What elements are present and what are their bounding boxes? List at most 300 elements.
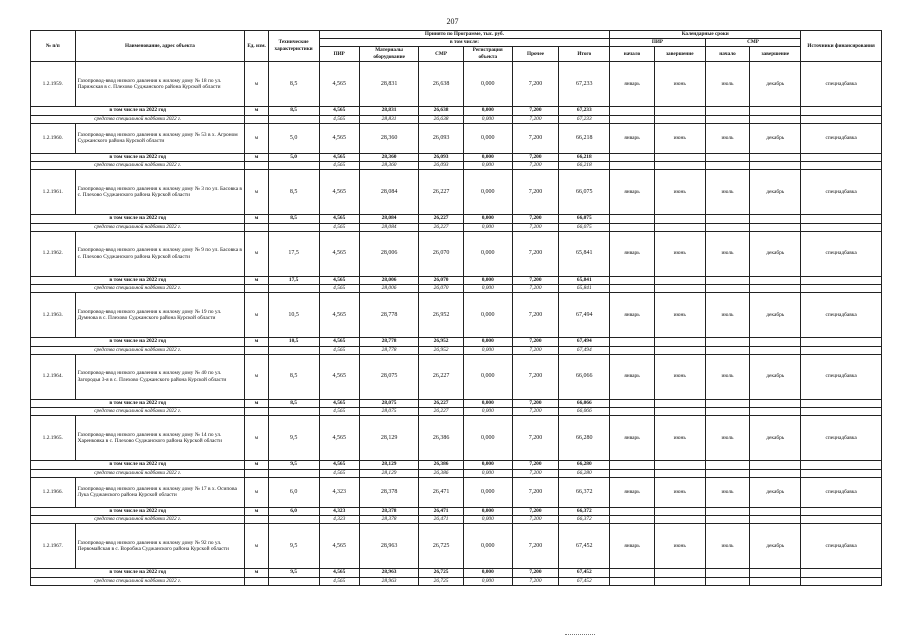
special-reg: 0,000 bbox=[463, 162, 512, 170]
subtotal-empty bbox=[705, 399, 750, 408]
special-empty bbox=[610, 162, 655, 170]
value-reg: 0,000 bbox=[463, 524, 512, 569]
value-smr: 26,070 bbox=[419, 231, 464, 276]
subtotal-unit: м bbox=[245, 153, 268, 162]
special-empty bbox=[750, 285, 801, 293]
subtotal-total: 66,372 bbox=[559, 507, 610, 516]
row-id: 1.2.1963. bbox=[31, 293, 76, 338]
value-pir: 4,565 bbox=[319, 62, 359, 107]
value-other: 7,200 bbox=[512, 354, 559, 399]
special-empty bbox=[750, 346, 801, 354]
subtotal-empty bbox=[705, 215, 750, 224]
subtotal-row bbox=[31, 276, 882, 285]
subtotal-empty bbox=[610, 276, 655, 285]
row-id: 1.2.1964. bbox=[31, 354, 76, 399]
special-other: 7,200 bbox=[512, 408, 559, 416]
header-accepted: Принято по Программе, тыс. руб. bbox=[319, 31, 610, 39]
value-reg: 0,000 bbox=[463, 477, 512, 507]
subtotal-tech: 8,5 bbox=[268, 215, 319, 224]
special-other: 7,200 bbox=[512, 285, 559, 293]
source-cell: спецнадбавка bbox=[801, 293, 882, 338]
object-name: Газопровод-ввод низкого давления к жилому дому № 3 по ул. Басовка в с. Плехово Суджанского района Курской области bbox=[75, 170, 245, 215]
value-other: 7,200 bbox=[512, 123, 559, 153]
value-total: 66,075 bbox=[559, 170, 610, 215]
subtotal-empty bbox=[801, 569, 882, 578]
special-empty bbox=[268, 469, 319, 477]
value-pir: 4,565 bbox=[319, 123, 359, 153]
special-total: 66,218 bbox=[559, 162, 610, 170]
smr-start-cell: июль bbox=[705, 416, 750, 461]
special-smr: 26,386 bbox=[419, 469, 464, 477]
value-total: 67,233 bbox=[559, 62, 610, 107]
subtotal-pir: 4,565 bbox=[319, 569, 359, 578]
special-allowance-row bbox=[31, 223, 882, 231]
special-other: 7,200 bbox=[512, 577, 559, 585]
value-smr: 26,725 bbox=[419, 524, 464, 569]
subtotal-empty bbox=[801, 107, 882, 116]
subtotal-total: 67,233 bbox=[559, 107, 610, 116]
value-mat: 28,129 bbox=[359, 416, 418, 461]
subtotal-total: 67,452 bbox=[559, 569, 610, 578]
table-header bbox=[31, 31, 882, 62]
subtotal-reg: 0,000 bbox=[463, 107, 512, 116]
smr-start-cell: июль bbox=[705, 293, 750, 338]
special-smr: 26,070 bbox=[419, 285, 464, 293]
subtotal-mat: 28,778 bbox=[359, 338, 418, 347]
special-empty bbox=[750, 223, 801, 231]
special-empty bbox=[610, 516, 655, 524]
smr-start-cell: июль bbox=[705, 170, 750, 215]
special-allowance-label: средства специальной надбавки 2022 г. bbox=[31, 577, 245, 585]
pir-end-cell: июнь bbox=[654, 477, 705, 507]
subtotal-reg: 0,000 bbox=[463, 153, 512, 162]
special-empty bbox=[245, 408, 268, 416]
special-pir: 4,565 bbox=[319, 346, 359, 354]
special-empty bbox=[654, 408, 705, 416]
subtotal-mat: 28,963 bbox=[359, 569, 418, 578]
subtotal-empty bbox=[654, 338, 705, 347]
header-source: Источники финансирования bbox=[801, 31, 882, 62]
special-allowance-row bbox=[31, 516, 882, 524]
subtotal-empty bbox=[750, 338, 801, 347]
subtotal-reg: 0,000 bbox=[463, 338, 512, 347]
smr-end-cell: декабрь bbox=[750, 354, 801, 399]
subtotal-pir: 4,565 bbox=[319, 215, 359, 224]
special-empty bbox=[654, 469, 705, 477]
subtotal-empty bbox=[705, 153, 750, 162]
subtotal-tech: 8,5 bbox=[268, 399, 319, 408]
value-smr: 26,227 bbox=[419, 170, 464, 215]
row-id: 1.2.1967. bbox=[31, 524, 76, 569]
subtotal-empty bbox=[654, 215, 705, 224]
value-pir: 4,565 bbox=[319, 354, 359, 399]
special-total: 65,841 bbox=[559, 285, 610, 293]
smr-end-cell: декабрь bbox=[750, 293, 801, 338]
subtotal-total: 67,494 bbox=[559, 338, 610, 347]
subtotal-pir: 4,565 bbox=[319, 107, 359, 116]
subtotal-smr: 26,093 bbox=[419, 153, 464, 162]
subtotal-label: в том числе на 2022 год bbox=[31, 215, 245, 224]
special-total: 66,280 bbox=[559, 469, 610, 477]
unit-cell: м bbox=[245, 62, 268, 107]
special-empty bbox=[654, 346, 705, 354]
special-empty bbox=[610, 577, 655, 585]
subtotal-tech: 17,5 bbox=[268, 276, 319, 285]
subtotal-unit: м bbox=[245, 399, 268, 408]
value-reg: 0,000 bbox=[463, 231, 512, 276]
value-mat: 28,084 bbox=[359, 170, 418, 215]
special-reg: 0,000 bbox=[463, 285, 512, 293]
smr-end-cell: декабрь bbox=[750, 62, 801, 107]
header-pir-end: завершение bbox=[654, 47, 705, 62]
subtotal-other: 7,200 bbox=[512, 276, 559, 285]
special-smr: 26,952 bbox=[419, 346, 464, 354]
subtotal-row bbox=[31, 569, 882, 578]
special-reg: 0,000 bbox=[463, 469, 512, 477]
special-empty bbox=[654, 223, 705, 231]
subtotal-row bbox=[31, 507, 882, 516]
special-allowance-label: средства специальной надбавки 2022 г. bbox=[31, 346, 245, 354]
header-incl: в том числе: bbox=[319, 39, 610, 47]
tech-cell: 8,5 bbox=[268, 354, 319, 399]
special-empty bbox=[245, 346, 268, 354]
special-mat: 28,075 bbox=[359, 408, 418, 416]
special-empty bbox=[801, 516, 882, 524]
special-empty bbox=[268, 346, 319, 354]
subtotal-total: 65,841 bbox=[559, 276, 610, 285]
object-name: Газопровод-ввод низкого давления к жилому дому № 92 по ул. Первомайская в с. Воробжа Суджанского района Курской области bbox=[75, 524, 245, 569]
special-allowance-label: средства специальной надбавки 2022 г. bbox=[31, 223, 245, 231]
special-allowance-label: средства специальной надбавки 2022 г. bbox=[31, 162, 245, 170]
subtotal-empty bbox=[750, 107, 801, 116]
special-empty bbox=[268, 516, 319, 524]
subtotal-empty bbox=[750, 399, 801, 408]
subtotal-unit: м bbox=[245, 507, 268, 516]
source-cell: спецнадбавка bbox=[801, 123, 882, 153]
table-row bbox=[31, 123, 882, 153]
subtotal-other: 7,200 bbox=[512, 107, 559, 116]
pir-start-cell: январь bbox=[610, 477, 655, 507]
source-cell: спецнадбавка bbox=[801, 524, 882, 569]
special-mat: 28,831 bbox=[359, 115, 418, 123]
special-empty bbox=[750, 408, 801, 416]
pir-end-cell: июнь bbox=[654, 293, 705, 338]
unit-cell: м bbox=[245, 477, 268, 507]
subtotal-unit: м bbox=[245, 338, 268, 347]
subtotal-row bbox=[31, 338, 882, 347]
value-mat: 28,006 bbox=[359, 231, 418, 276]
pir-start-cell: январь bbox=[610, 416, 655, 461]
special-empty bbox=[705, 408, 750, 416]
tech-cell: 10,5 bbox=[268, 293, 319, 338]
subtotal-total: 66,075 bbox=[559, 215, 610, 224]
special-allowance-row bbox=[31, 346, 882, 354]
subtotal-mat: 28,075 bbox=[359, 399, 418, 408]
special-empty bbox=[705, 469, 750, 477]
value-total: 65,841 bbox=[559, 231, 610, 276]
special-total: 66,372 bbox=[559, 516, 610, 524]
subtotal-tech: 10,5 bbox=[268, 338, 319, 347]
header-pir: ПИР bbox=[319, 47, 359, 62]
pir-end-cell: июнь bbox=[654, 123, 705, 153]
object-name: Газопровод-ввод низкого давления к жилому дому № 14 по ул. Харенковка в с. Плехово Суджанского района Курской области bbox=[75, 416, 245, 461]
subtotal-empty bbox=[654, 461, 705, 470]
table-row bbox=[31, 477, 882, 507]
source-cell: спецнадбавка bbox=[801, 170, 882, 215]
special-empty bbox=[268, 162, 319, 170]
special-reg: 0,000 bbox=[463, 223, 512, 231]
special-pir: 4,323 bbox=[319, 516, 359, 524]
subtotal-row bbox=[31, 215, 882, 224]
subtotal-pir: 4,565 bbox=[319, 338, 359, 347]
special-empty bbox=[705, 346, 750, 354]
special-other: 7,200 bbox=[512, 162, 559, 170]
value-pir: 4,565 bbox=[319, 416, 359, 461]
subtotal-smr: 26,952 bbox=[419, 338, 464, 347]
special-empty bbox=[801, 223, 882, 231]
special-pir: 4,565 bbox=[319, 408, 359, 416]
special-empty bbox=[654, 115, 705, 123]
pir-end-cell: июнь bbox=[654, 62, 705, 107]
table-row bbox=[31, 416, 882, 461]
header-smr-start: начало bbox=[705, 47, 750, 62]
smr-end-cell: декабрь bbox=[750, 524, 801, 569]
program-table bbox=[30, 30, 882, 586]
special-empty bbox=[654, 577, 705, 585]
footer-mark bbox=[565, 634, 595, 636]
value-reg: 0,000 bbox=[463, 354, 512, 399]
subtotal-empty bbox=[654, 153, 705, 162]
subtotal-mat: 28,360 bbox=[359, 153, 418, 162]
subtotal-empty bbox=[654, 107, 705, 116]
special-mat: 28,378 bbox=[359, 516, 418, 524]
special-other: 7,200 bbox=[512, 223, 559, 231]
table-body bbox=[31, 62, 882, 586]
unit-cell: м bbox=[245, 416, 268, 461]
smr-start-cell: июль bbox=[705, 231, 750, 276]
object-name: Газопровод-ввод низкого давления к жилому дому № 18 по ул. Парижская в с. Плехово Суджанского района Курской области bbox=[75, 62, 245, 107]
subtotal-empty bbox=[801, 153, 882, 162]
row-id: 1.2.1966. bbox=[31, 477, 76, 507]
object-name: Газопровод-ввод низкого давления к жилому дому № 53 в х. Агроном Суджанского района Курской области bbox=[75, 123, 245, 153]
tech-cell: 5,0 bbox=[268, 123, 319, 153]
special-mat: 28,778 bbox=[359, 346, 418, 354]
header-unit: Ед. изм. bbox=[245, 31, 268, 62]
table-row bbox=[31, 354, 882, 399]
subtotal-other: 7,200 bbox=[512, 569, 559, 578]
subtotal-empty bbox=[801, 338, 882, 347]
pir-end-cell: июнь bbox=[654, 354, 705, 399]
source-cell: спецнадбавка bbox=[801, 416, 882, 461]
subtotal-smr: 26,227 bbox=[419, 215, 464, 224]
subtotal-empty bbox=[750, 215, 801, 224]
subtotal-reg: 0,000 bbox=[463, 461, 512, 470]
special-empty bbox=[750, 577, 801, 585]
header-materials: Материалы оборудование bbox=[359, 47, 418, 62]
tech-cell: 17,5 bbox=[268, 231, 319, 276]
subtotal-label: в том числе на 2022 год bbox=[31, 461, 245, 470]
pir-start-cell: январь bbox=[610, 293, 655, 338]
object-name: Газопровод-ввод низкого давления к жилому дому № 40 по ул. Загородья 3-я в с. Плехово Суджанского района Курской области bbox=[75, 354, 245, 399]
value-pir: 4,565 bbox=[319, 293, 359, 338]
special-reg: 0,000 bbox=[463, 577, 512, 585]
value-mat: 28,378 bbox=[359, 477, 418, 507]
subtotal-total: 66,218 bbox=[559, 153, 610, 162]
subtotal-empty bbox=[705, 107, 750, 116]
header-other: Прочее bbox=[512, 47, 559, 62]
special-total: 66,075 bbox=[559, 223, 610, 231]
program-table-container bbox=[30, 30, 882, 586]
value-mat: 28,778 bbox=[359, 293, 418, 338]
value-other: 7,200 bbox=[512, 477, 559, 507]
header-cal-smr: СМР bbox=[705, 39, 801, 47]
value-smr: 26,638 bbox=[419, 62, 464, 107]
subtotal-row bbox=[31, 107, 882, 116]
smr-start-cell: июль bbox=[705, 62, 750, 107]
smr-start-cell: июль bbox=[705, 354, 750, 399]
table-row bbox=[31, 170, 882, 215]
pir-start-cell: январь bbox=[610, 354, 655, 399]
special-allowance-row bbox=[31, 577, 882, 585]
special-empty bbox=[245, 162, 268, 170]
special-total: 67,494 bbox=[559, 346, 610, 354]
subtotal-label: в том числе на 2022 год bbox=[31, 153, 245, 162]
value-total: 67,494 bbox=[559, 293, 610, 338]
subtotal-empty bbox=[654, 399, 705, 408]
value-pir: 4,565 bbox=[319, 170, 359, 215]
pir-end-cell: июнь bbox=[654, 524, 705, 569]
value-other: 7,200 bbox=[512, 293, 559, 338]
pir-start-cell: январь bbox=[610, 170, 655, 215]
special-empty bbox=[750, 516, 801, 524]
subtotal-tech: 6,0 bbox=[268, 507, 319, 516]
subtotal-row bbox=[31, 461, 882, 470]
special-smr: 26,471 bbox=[419, 516, 464, 524]
special-empty bbox=[610, 223, 655, 231]
special-allowance-label: средства специальной надбавки 2022 г. bbox=[31, 408, 245, 416]
value-pir: 4,565 bbox=[319, 231, 359, 276]
subtotal-label: в том числе на 2022 год bbox=[31, 507, 245, 516]
subtotal-smr: 26,638 bbox=[419, 107, 464, 116]
table-row bbox=[31, 231, 882, 276]
special-empty bbox=[801, 577, 882, 585]
pir-end-cell: июнь bbox=[654, 416, 705, 461]
special-reg: 0,000 bbox=[463, 115, 512, 123]
pir-start-cell: январь bbox=[610, 123, 655, 153]
value-smr: 26,093 bbox=[419, 123, 464, 153]
value-total: 67,452 bbox=[559, 524, 610, 569]
special-pir: 4,565 bbox=[319, 162, 359, 170]
special-other: 7,200 bbox=[512, 115, 559, 123]
special-empty bbox=[801, 469, 882, 477]
subtotal-empty bbox=[610, 399, 655, 408]
special-pir: 4,565 bbox=[319, 285, 359, 293]
special-empty bbox=[705, 516, 750, 524]
subtotal-pir: 4,565 bbox=[319, 276, 359, 285]
special-allowance-row bbox=[31, 408, 882, 416]
pir-end-cell: июнь bbox=[654, 170, 705, 215]
header-total: Итого bbox=[559, 47, 610, 62]
header-registration: Регистрация объекта bbox=[463, 47, 512, 62]
special-empty bbox=[245, 516, 268, 524]
table-row bbox=[31, 293, 882, 338]
smr-end-cell: декабрь bbox=[750, 416, 801, 461]
value-mat: 28,360 bbox=[359, 123, 418, 153]
subtotal-empty bbox=[654, 276, 705, 285]
subtotal-smr: 26,471 bbox=[419, 507, 464, 516]
special-empty bbox=[610, 408, 655, 416]
subtotal-mat: 28,084 bbox=[359, 215, 418, 224]
special-allowance-label: средства специальной надбавки 2022 г. bbox=[31, 285, 245, 293]
subtotal-smr: 26,386 bbox=[419, 461, 464, 470]
special-mat: 28,963 bbox=[359, 577, 418, 585]
special-allowance-label: средства специальной надбавки 2022 г. bbox=[31, 469, 245, 477]
special-mat: 28,084 bbox=[359, 223, 418, 231]
special-empty bbox=[801, 346, 882, 354]
subtotal-reg: 0,000 bbox=[463, 569, 512, 578]
value-mat: 28,831 bbox=[359, 62, 418, 107]
special-pir: 4,565 bbox=[319, 115, 359, 123]
special-total: 67,452 bbox=[559, 577, 610, 585]
special-smr: 26,227 bbox=[419, 223, 464, 231]
value-total: 66,372 bbox=[559, 477, 610, 507]
special-reg: 0,000 bbox=[463, 408, 512, 416]
subtotal-smr: 26,227 bbox=[419, 399, 464, 408]
subtotal-pir: 4,323 bbox=[319, 507, 359, 516]
special-empty bbox=[245, 577, 268, 585]
header-cal-pir: ПИР bbox=[610, 39, 705, 47]
subtotal-tech: 9,5 bbox=[268, 461, 319, 470]
subtotal-unit: м bbox=[245, 276, 268, 285]
subtotal-empty bbox=[750, 153, 801, 162]
value-other: 7,200 bbox=[512, 524, 559, 569]
special-empty bbox=[705, 162, 750, 170]
tech-cell: 6,0 bbox=[268, 477, 319, 507]
special-allowance-row bbox=[31, 469, 882, 477]
special-smr: 26,725 bbox=[419, 577, 464, 585]
special-empty bbox=[268, 223, 319, 231]
value-total: 66,280 bbox=[559, 416, 610, 461]
smr-start-cell: июль bbox=[705, 477, 750, 507]
value-total: 66,218 bbox=[559, 123, 610, 153]
special-empty bbox=[245, 223, 268, 231]
unit-cell: м bbox=[245, 231, 268, 276]
subtotal-mat: 28,129 bbox=[359, 461, 418, 470]
subtotal-reg: 0,000 bbox=[463, 215, 512, 224]
subtotal-empty bbox=[654, 569, 705, 578]
special-allowance-label: средства специальной надбавки 2022 г. bbox=[31, 516, 245, 524]
special-reg: 0,000 bbox=[463, 516, 512, 524]
subtotal-empty bbox=[610, 107, 655, 116]
special-empty bbox=[610, 285, 655, 293]
subtotal-reg: 0,000 bbox=[463, 507, 512, 516]
subtotal-empty bbox=[705, 276, 750, 285]
value-other: 7,200 bbox=[512, 170, 559, 215]
subtotal-empty bbox=[801, 461, 882, 470]
header-pir-start: начало bbox=[610, 47, 655, 62]
pir-start-cell: январь bbox=[610, 524, 655, 569]
special-empty bbox=[245, 285, 268, 293]
unit-cell: м bbox=[245, 293, 268, 338]
row-id: 1.2.1960. bbox=[31, 123, 76, 153]
row-id: 1.2.1962. bbox=[31, 231, 76, 276]
special-empty bbox=[268, 408, 319, 416]
value-other: 7,200 bbox=[512, 62, 559, 107]
special-empty bbox=[750, 115, 801, 123]
subtotal-label: в том числе на 2022 год bbox=[31, 338, 245, 347]
subtotal-empty bbox=[610, 569, 655, 578]
tech-cell: 8,5 bbox=[268, 170, 319, 215]
